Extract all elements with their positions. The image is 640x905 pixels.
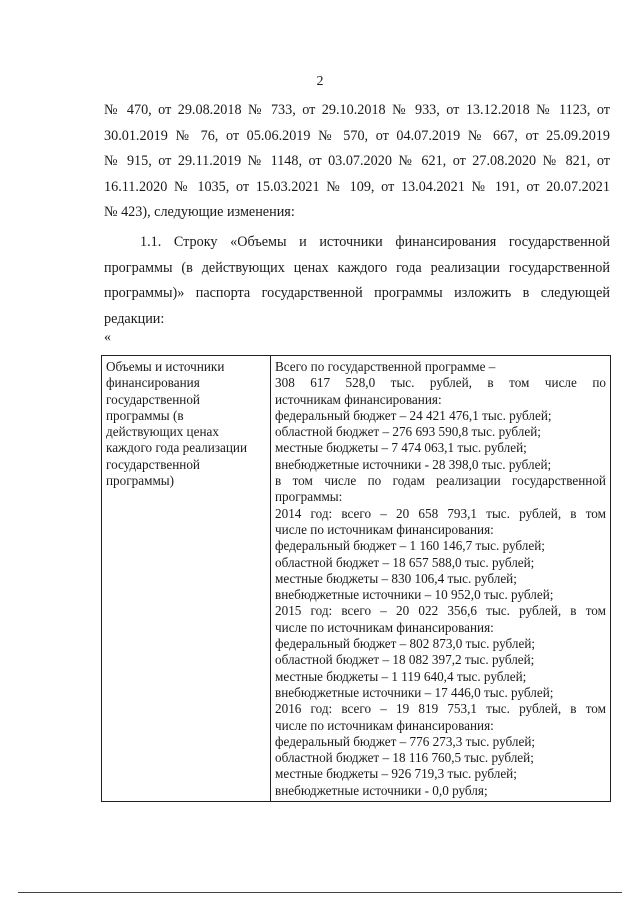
value-line: Всего по государственной программе – <box>275 359 496 374</box>
intro-line: 30.01.2019 № 76, от 05.06.2019 № 570, от 04.07.2019 № 667, от 25.09.2019 <box>104 127 610 144</box>
value-line: местные бюджеты – 926 719,3 тыс. рублей; <box>275 766 517 782</box>
item-line: редакции: <box>104 310 165 327</box>
item-line: программы)» паспорта государственной программы изложить в следующей <box>104 285 610 301</box>
value-line: внебюджетные источники – 10 952,0 тыс. рублей; <box>275 587 554 603</box>
value-line: внебюджетные источники – 17 446,0 тыс. рублей; <box>275 684 554 700</box>
label-line: государственной <box>106 391 200 407</box>
value-line: числе по источникам финансирования: <box>275 619 494 635</box>
value-line: 2016 год: всего – 19 819 753,1 тыс. рублей, в том <box>275 701 606 717</box>
value-line: 308 617 528,0 тыс. рублей, в том числе по <box>275 375 606 391</box>
row-label-cell <box>102 356 271 802</box>
value-line: в том числе по годам реализации государственной <box>275 473 606 489</box>
value-line: внебюджетные источники - 0,0 рубля; <box>275 782 488 798</box>
opening-quote-mark: « <box>104 330 111 345</box>
value-line: федеральный бюджет – 24 421 476,1 тыс. рублей; <box>275 407 552 423</box>
value-line: местные бюджеты – 830 106,4 тыс. рублей; <box>275 570 517 586</box>
label-line: каждого года реализации <box>106 440 248 456</box>
value-line: 2014 год: всего – 20 658 793,1 тыс. рублей, в том <box>275 505 606 521</box>
page-number: 2 <box>316 74 324 89</box>
intro-line: № 423), следующие изменения: <box>104 204 295 220</box>
label-line: программы) <box>106 473 175 489</box>
value-line: 2015 год: всего – 20 022 356,6 тыс. рублей, в том <box>275 603 606 619</box>
value-line: числе по источникам финансирования: <box>275 717 494 733</box>
value-line: областной бюджет – 18 657 588,0 тыс. рублей; <box>275 554 535 570</box>
intro-line: № 915, от 29.11.2019 № 1148, от 03.07.2020 № 621, от 27.08.2020 № 821, от <box>104 153 610 169</box>
passport-table <box>101 355 611 802</box>
value-line: областной бюджет – 276 693 590,8 тыс. рублей; <box>275 424 541 440</box>
value-line: федеральный бюджет – 1 160 146,7 тыс. рублей; <box>275 538 545 554</box>
label-line: финансирования <box>106 375 200 391</box>
label-line: Объемы и источники <box>106 359 225 374</box>
label-line: программы (в <box>106 407 184 423</box>
value-line: федеральный бюджет – 802 873,0 тыс. рублей; <box>275 636 536 652</box>
intro-paragraph <box>104 98 610 226</box>
value-line: местные бюджеты – 7 474 063,1 тыс. рублей; <box>275 440 527 456</box>
label-line: действующих ценах <box>106 424 219 440</box>
value-line: числе по источникам финансирования: <box>275 521 494 537</box>
amendment-item-1-1 <box>104 230 610 332</box>
value-line: внебюджетные источники - 28 398,0 тыс. рублей; <box>275 456 552 472</box>
item-line: программы (в действующих ценах каждого года реализации государственной <box>104 259 610 276</box>
value-line: программы: <box>275 489 343 505</box>
footer-divider <box>18 892 622 893</box>
intro-line: № 470, от 29.08.2018 № 733, от 29.10.2018 № 933, от 13.12.2018 № 1123, от <box>104 102 610 118</box>
row-value-cell <box>271 356 611 802</box>
table-row <box>102 356 611 802</box>
value-line: федеральный бюджет – 776 273,3 тыс. рублей; <box>275 733 536 749</box>
value-line: местные бюджеты – 1 119 640,4 тыс. рублей; <box>275 668 527 684</box>
intro-line: 16.11.2020 № 1035, от 15.03.2021 № 109, от 13.04.2021 № 191, от 20.07.2021 <box>104 178 610 195</box>
value-line: источникам финансирования: <box>275 391 442 407</box>
value-line: областной бюджет – 18 082 397,2 тыс. рублей; <box>275 652 535 668</box>
item-line: 1.1. Строку «Объемы и источники финансирования государственной <box>140 234 610 250</box>
value-line: областной бюджет – 18 116 760,5 тыс. рублей; <box>275 750 534 766</box>
label-line: государственной <box>106 456 200 472</box>
